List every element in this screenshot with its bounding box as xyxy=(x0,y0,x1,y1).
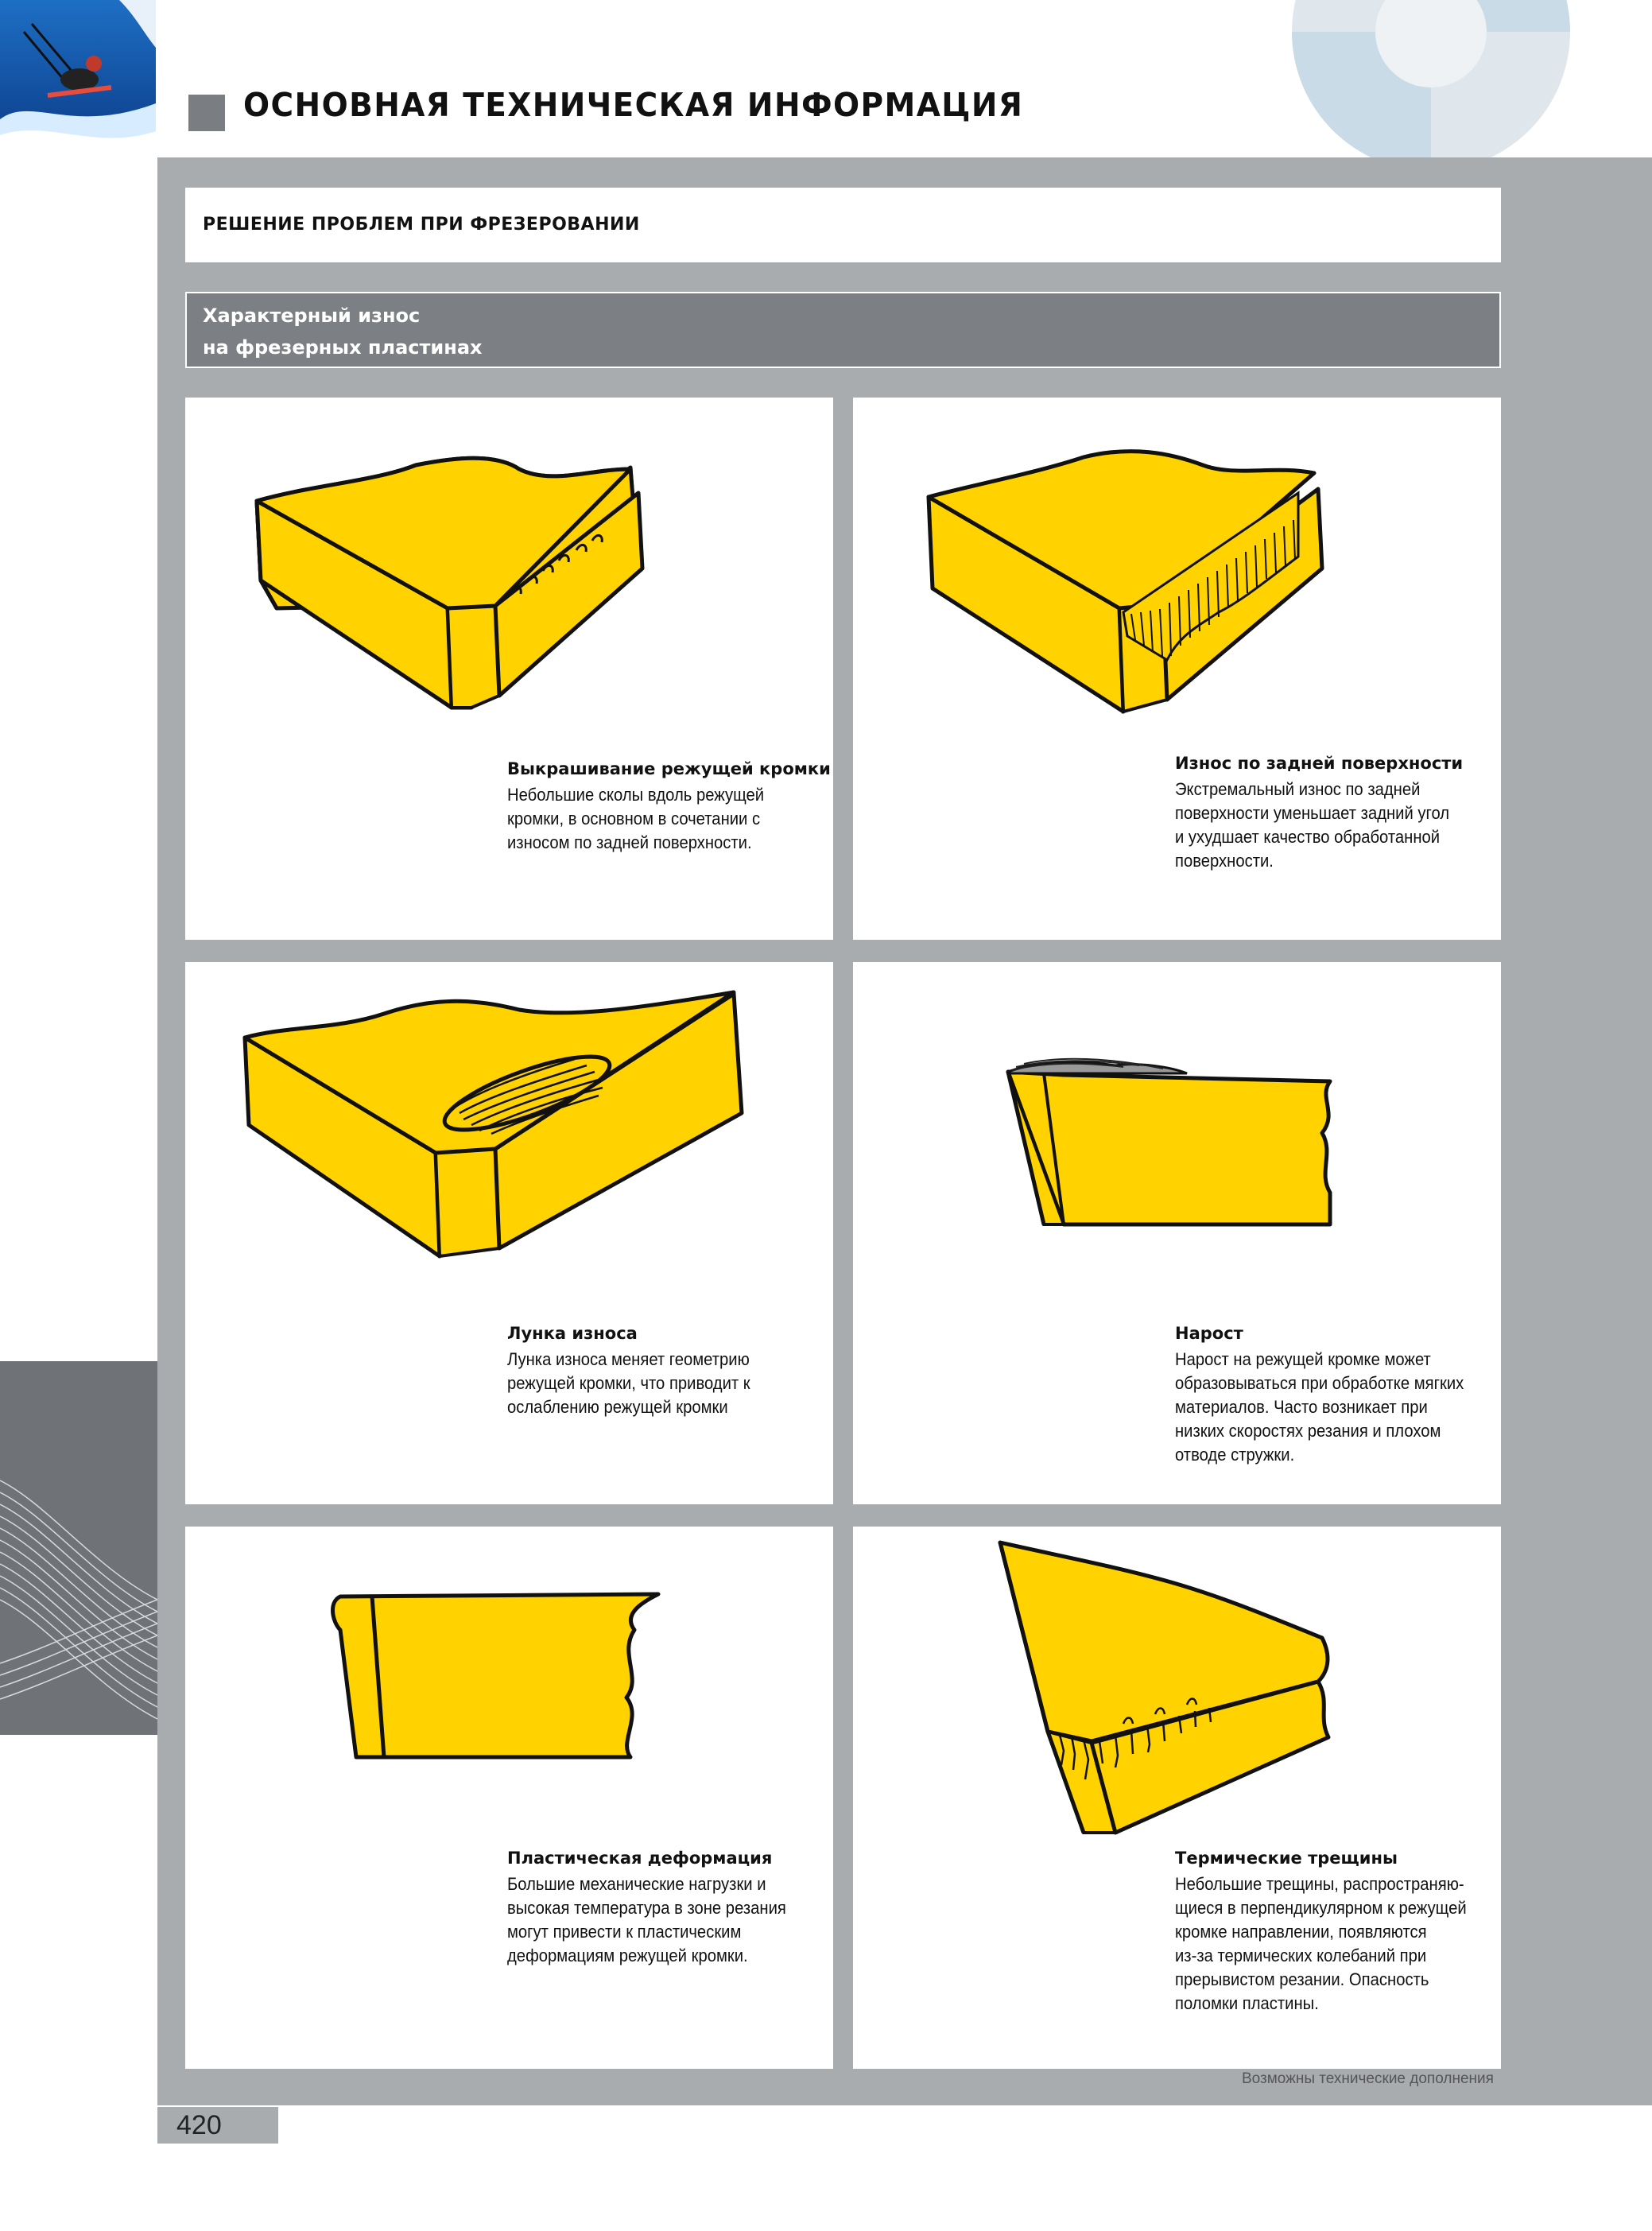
card-title: Выкрашивание режущей кромки xyxy=(507,759,831,778)
subsection-title-line2: на фрезерных пластинах xyxy=(203,336,483,359)
insert-crater-wear-illustration xyxy=(185,962,833,1504)
section-title: РЕШЕНИЕ ПРОБЛЕМ ПРИ ФРЕЗЕРОВАНИИ xyxy=(203,215,640,235)
subsection-header xyxy=(185,292,1501,368)
card-text-line: Лунка износа меняет геометрию xyxy=(507,1349,750,1369)
card-text-line: поверхности уменьшает задний угол xyxy=(1175,803,1450,823)
card-plastic-deformation xyxy=(185,1527,833,2069)
card-text-line: поломки пластины. xyxy=(1175,1993,1319,2013)
card-text-line: кромке направлении, появляются xyxy=(1175,1922,1427,1942)
insert-plastic-deformation-illustration xyxy=(185,1527,833,2069)
card-text-line: Небольшие сколы вдоль режущей xyxy=(507,785,765,805)
header-square-marker xyxy=(188,95,225,131)
card-text-line: и ухудшает качество обработанной xyxy=(1175,827,1441,847)
card-text-line: низких скоростях резания и плохом xyxy=(1175,1421,1441,1441)
card-text-line: кромки, в основном в сочетании с xyxy=(507,809,761,828)
corner-photo xyxy=(0,0,156,157)
card-text-line: режущей кромки, что приводит к xyxy=(507,1373,750,1393)
card-text-line: Нарост на режущей кромке может xyxy=(1175,1349,1431,1369)
card-flank-wear xyxy=(853,398,1501,940)
card-title: Лунка износа xyxy=(507,1324,638,1343)
card-text-line: деформациям режущей кромки. xyxy=(507,1946,748,1965)
subsection-title-line1: Характерный износ xyxy=(203,305,421,327)
card-text-line: Большие механические нагрузки и xyxy=(507,1874,766,1894)
card-title: Износ по задней поверхности xyxy=(1175,754,1464,773)
card-title: Нарост xyxy=(1175,1324,1243,1343)
card-title: Пластическая деформация xyxy=(507,1849,773,1868)
card-text-line: прерывистом резании. Опасность xyxy=(1175,1969,1429,1989)
card-title: Термические трещины xyxy=(1175,1849,1398,1868)
card-text-line: высокая температура в зоне резания xyxy=(507,1898,786,1918)
card-thermal-cracks xyxy=(853,1527,1501,2069)
card-text-line: Небольшие трещины, распространяю- xyxy=(1175,1874,1464,1894)
card-text-line: ослаблению режущей кромки xyxy=(507,1397,728,1417)
decorative-circle xyxy=(1288,0,1574,175)
card-text-line: износом по задней поверхности. xyxy=(507,832,752,852)
card-crater-wear xyxy=(185,962,833,1504)
card-built-up-edge xyxy=(853,962,1501,1504)
card-text-line: образовываться при обработке мягких xyxy=(1175,1373,1464,1393)
page-title: ОСНОВНАЯ ТЕХНИЧЕСКАЯ ИНФОРМАЦИЯ xyxy=(243,86,1024,124)
footer-note: Возможны технические дополнения xyxy=(1242,2070,1494,2087)
card-text-line: щиеся в перпендикулярном к режущей xyxy=(1175,1898,1467,1918)
card-text-line: отводе стружки. xyxy=(1175,1445,1295,1465)
section-header xyxy=(185,188,1501,262)
page-number-box xyxy=(157,2107,278,2144)
page-number: 420 xyxy=(176,2110,222,2140)
card-text-line: из-за термических колебаний при xyxy=(1175,1946,1427,1965)
card-text-line: материалов. Часто возникает при xyxy=(1175,1397,1428,1417)
decorative-wave-panel xyxy=(0,1361,157,1735)
card-edge-chipping xyxy=(185,398,833,940)
card-text-line: поверхности. xyxy=(1175,851,1274,871)
card-text-line: могут привести к пластическим xyxy=(507,1922,742,1942)
card-text-line: Экстремальный износ по задней xyxy=(1175,779,1421,799)
insert-chipping-illustration xyxy=(185,398,833,940)
